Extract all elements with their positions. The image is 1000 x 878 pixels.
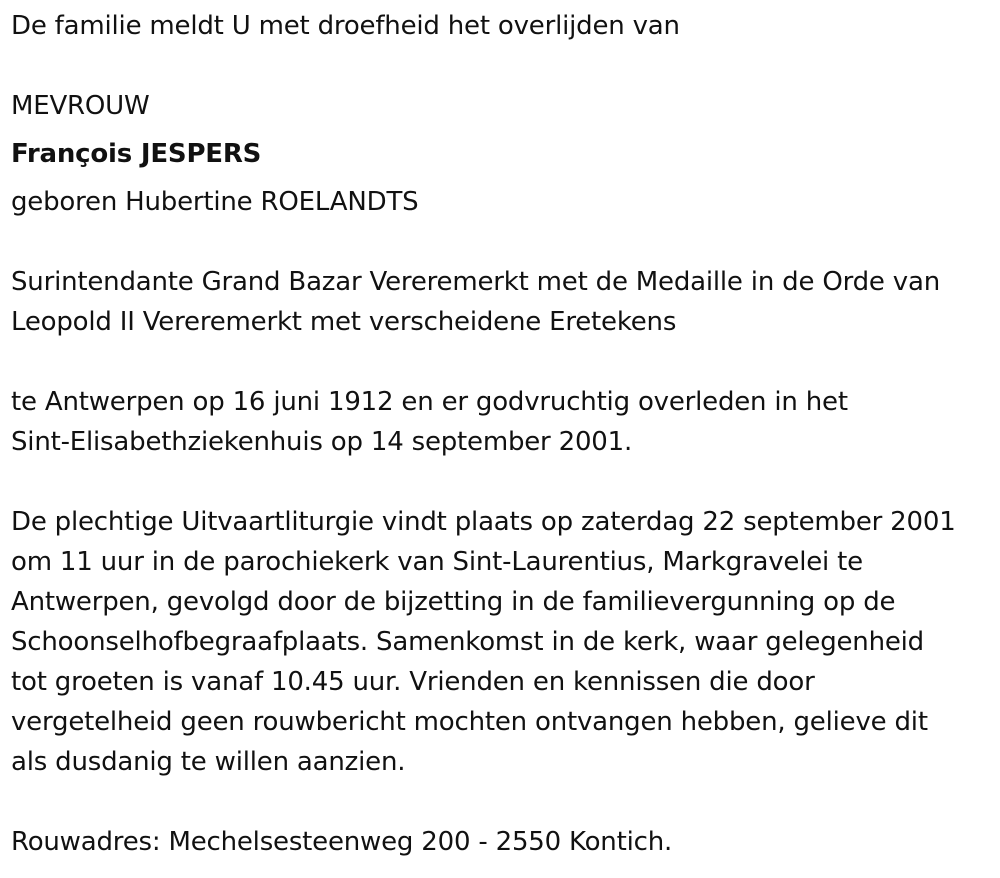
funeral-line: tot groeten is vanaf 10.45 uur. Vrienden en kennissen die door bbox=[11, 667, 815, 697]
funeral-line: als dusdanig te willen aanzien. bbox=[11, 747, 406, 777]
title-text: MEVROUW bbox=[11, 91, 150, 121]
funeral-line: om 11 uur in de parochiekerk van Sint-Laurentius, Markgravelei te bbox=[11, 547, 863, 577]
birth-death-line: te Antwerpen op 16 juni 1912 en er godvruchtig overleden in het bbox=[11, 387, 848, 417]
funeral-line: De plechtige Uitvaartliturgie vindt plaats op zaterdag 22 september 2001 bbox=[11, 507, 956, 537]
mourning-address: Rouwadres: Mechelsesteenweg 200 - 2550 Kontich. bbox=[11, 827, 673, 857]
born-as-text: geboren Hubertine ROELANDTS bbox=[11, 187, 419, 217]
intro-text: De familie meldt U met droefheid het overlijden van bbox=[11, 11, 680, 41]
occupation-line: Leopold II Vereremerkt met verscheidene Eretekens bbox=[11, 307, 677, 337]
funeral-line: Antwerpen, gevolgd door de bijzetting in de familievergunning op de bbox=[11, 587, 896, 617]
occupation-line: Surintendante Grand Bazar Vereremerkt met de Medaille in de Orde van bbox=[11, 267, 940, 297]
birth-death-line: Sint-Elisabethziekenhuis op 14 september 2001. bbox=[11, 427, 633, 457]
deceased-name: François JESPERS bbox=[11, 139, 262, 169]
funeral-line: Schoonselhofbegraafplaats. Samenkomst in de kerk, waar gelegenheid bbox=[11, 627, 924, 657]
funeral-line: vergetelheid geen rouwbericht mochten ontvangen hebben, gelieve dit bbox=[11, 707, 928, 737]
